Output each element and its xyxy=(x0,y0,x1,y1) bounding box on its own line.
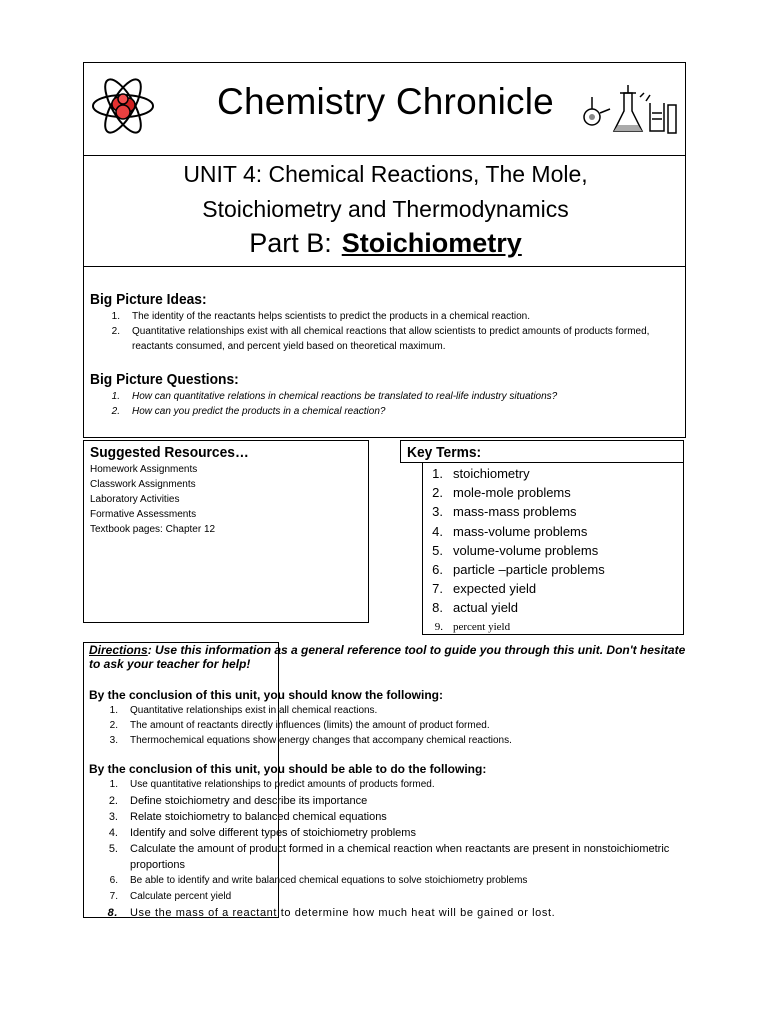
list-item: 5. volume-volume problems xyxy=(432,542,599,558)
know-list xyxy=(96,703,696,748)
list-item: 4. Identify and solve different types of stoichiometry problems xyxy=(108,827,416,839)
big-picture-box xyxy=(83,266,686,438)
directions-text xyxy=(89,643,694,671)
list-item: 1. Quantitative relationships exist in all chemical reactions. xyxy=(109,705,378,716)
list-item: 6. particle –particle problems xyxy=(432,562,605,578)
list-item: 3. mass-mass problems xyxy=(432,504,577,520)
list-item: 3. Thermochemical equations show energy changes that accompany chemical reactions. xyxy=(109,735,512,746)
list-item: 1. stoichiometry xyxy=(432,466,530,481)
list-item: Classwork Assignments xyxy=(90,479,196,490)
big-picture-ideas-heading: Big Picture Ideas: xyxy=(90,291,207,308)
big-picture-questions-heading: Big Picture Questions: xyxy=(90,371,239,388)
list-item: 1. The identity of the reactants helps scientists to predict the products in a chemical reaction. xyxy=(111,311,530,322)
unit-title-line2: Stoichiometry and Thermodynamics xyxy=(202,196,569,222)
lab-equipment-icon xyxy=(580,83,680,139)
list-item: 7. Calculate percent yield xyxy=(109,891,232,902)
list-item: 2. mole-mole problems xyxy=(432,485,571,501)
directions-label: Directions xyxy=(89,643,148,657)
list-item: 2. The amount of reactants directly influences (limits) the amount of product formed. xyxy=(109,720,490,731)
list-item: 5. Calculate the amount of product formed in a chemical reaction when reactants are present in nonstoichiometric proportions xyxy=(108,843,670,871)
key-terms-heading: Key Terms: xyxy=(407,444,482,461)
part-topic: Stoichiometry xyxy=(341,228,522,258)
part-heading xyxy=(84,228,687,259)
page-title: Chemistry Chronicle xyxy=(217,81,554,122)
list-item: 3. Relate stoichiometry to balanced chemical equations xyxy=(108,811,387,823)
list-item: 9. percent yield xyxy=(434,620,511,633)
list-item: Laboratory Activities xyxy=(90,494,180,505)
key-terms-box xyxy=(422,462,684,635)
directions-body: : Use this information as a general reference tool to guide you through this unit. Don't hesitate to ask your teacher for help! xyxy=(89,643,686,671)
do-heading: By the conclusion of this unit, you should be able to do the following: xyxy=(89,762,487,776)
do-list xyxy=(96,777,696,921)
suggested-resources-box xyxy=(83,440,369,623)
list-item: 1. How can quantitative relations in chemical reactions be translated to real-life industry situations? xyxy=(111,391,558,402)
list-item: 1. Use quantitative relationships to predict amounts of products formed. xyxy=(109,779,435,790)
suggested-resources-heading: Suggested Resources… xyxy=(90,444,249,461)
part-label: Part B: xyxy=(249,228,332,258)
list-item: Homework Assignments xyxy=(90,464,198,475)
big-picture-ideas-list xyxy=(98,309,683,354)
list-item: 2. Define stoichiometry and describe its importance xyxy=(108,795,368,807)
know-heading: By the conclusion of this unit, you should know the following: xyxy=(89,688,443,702)
list-item: 8. actual yield xyxy=(432,600,519,616)
big-picture-questions-list xyxy=(98,389,683,419)
list-item: 2. How can you predict the products in a chemical reaction? xyxy=(111,406,386,417)
list-item: 4. mass-volume problems xyxy=(432,523,588,539)
key-terms-header-box xyxy=(400,440,684,463)
unit-title-line1: UNIT 4: Chemical Reactions, The Mole, xyxy=(183,161,588,187)
list-item: 2. Quantitative relationships exist with all chemical reactions that allow scientists to predict amounts of products formed, reactants consumed, and percent yield based on theoretical maximum. xyxy=(111,326,650,352)
suggested-resources-list xyxy=(90,462,215,537)
list-item: 8. Use the mass of a reactant to determine how much heat will be gained or lost. xyxy=(107,907,556,919)
list-item: 6. Be able to identify and write balanced chemical equations to solve stoichiometry problems xyxy=(109,875,528,886)
unit-box xyxy=(83,155,686,267)
list-item: 7. expected yield xyxy=(432,581,537,597)
key-terms-list xyxy=(429,464,605,637)
header-box xyxy=(83,62,686,156)
list-item: Formative Assessments xyxy=(90,509,197,520)
list-item: Textbook pages: Chapter 12 xyxy=(90,524,216,535)
